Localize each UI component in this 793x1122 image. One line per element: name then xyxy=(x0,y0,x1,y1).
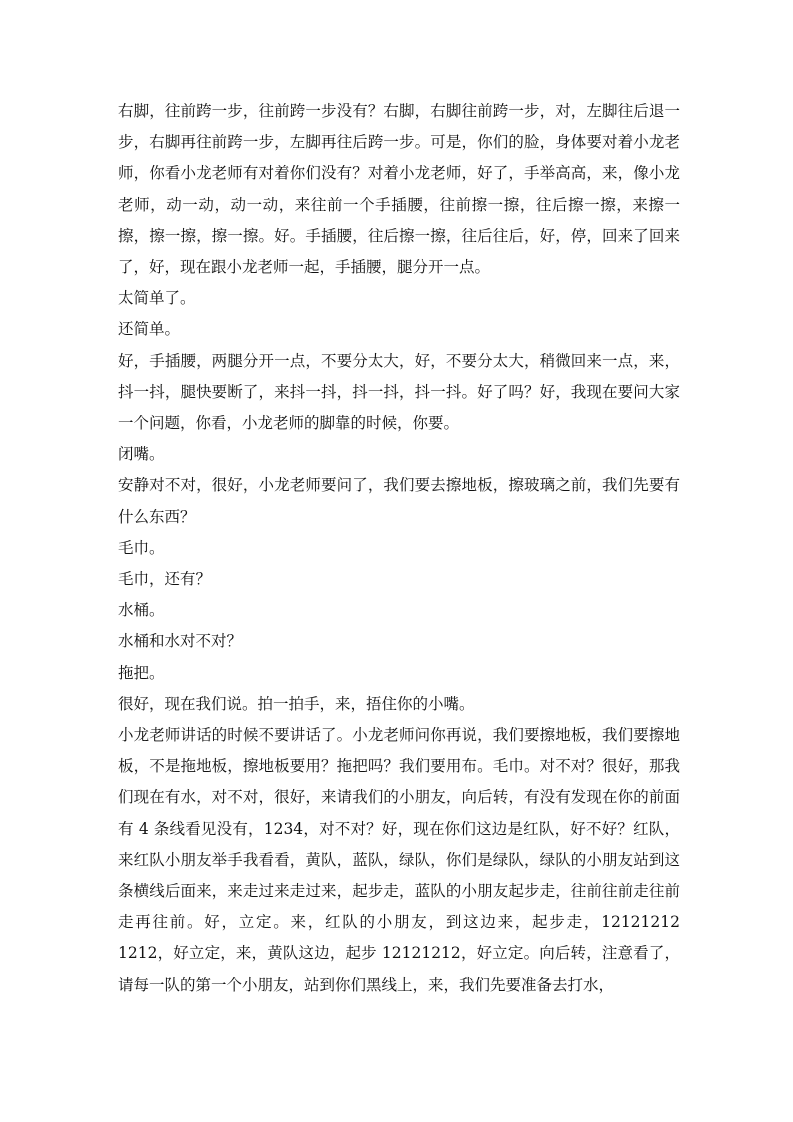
paragraph: 水桶。 xyxy=(118,601,165,620)
paragraph: 好，手插腰，两腿分开一点，不要分太大，好，不要分太大，稍微回来一点，来，抖一抖，腿快要断了，来抖一抖，抖一抖，抖一抖。好了吗？好，我现在要问大家一个问题，你看，小龙老师的脚靠的时候，你要。 xyxy=(118,351,680,433)
paragraph: 安静对不对，很好，小龙老师要问了，我们要去擦地板，擦玻璃之前，我们先要有什么东西？ xyxy=(118,476,680,526)
paragraph: 还简单。 xyxy=(118,320,181,339)
paragraph: 小龙老师讲话的时候不要讲话了。小龙老师问你再说，我们要擦地板，我们要擦地板，不是拖地板，擦地板要用？拖把吗？我们要用布。毛巾。对不对？很好，那我们现在有水，对不对，很好，来请我们的小朋友，向后转，有没有发现在你的前面有 4 条线看见没有，1234，对不对？好，现在你们这边是红队，好不好？红队，来红队小朋友举手我看看，黄队，蓝队，绿队，你们是绿队，绿队的小朋友站到这条横线后面来，来走过来走过来，起步走，蓝队的小朋友起步走，往前往前走往前走再往前。好，立定。来，红队的小朋友，到这边来，起步走，12121212 1212，好立定，来，黄队这边，起步 12121212，好立定。向后转，注意看了，请每一队的第一个小朋友，站到你们黑线上，来，我们先要准备去打水， xyxy=(118,726,680,994)
paragraph: 毛巾，还有？ xyxy=(118,570,212,589)
paragraph: 毛巾。 xyxy=(118,538,165,557)
paragraph: 右脚，往前跨一步，往前跨一步没有？右脚，右脚往前跨一步，对，左脚往后退一步，右脚再往前跨一步，左脚再往后跨一步。可是，你们的脸，身体要对着小龙老师，你看小龙老师有对着你们没有？对着小龙老师，好了，手举高高，来，像小龙老师，动一动，动一动，来往前一个手插腰，往前擦一擦，往后擦一擦，来擦一擦，擦一擦，擦一擦。好。手插腰，往后擦一擦，往后往后，好，停，回来了回来了，好，现在跟小龙老师一起，手插腰，腿分开一点。 xyxy=(118,102,680,277)
paragraph: 水桶和水对不对？ xyxy=(118,632,243,651)
paragraph: 拖把。 xyxy=(118,663,165,682)
paragraph: 很好，现在我们说。拍一拍手，来，捂住你的小嘴。 xyxy=(118,694,475,713)
paragraph: 太简单了。 xyxy=(118,289,196,308)
document-body xyxy=(118,96,680,1001)
paragraph: 闭嘴。 xyxy=(118,445,165,464)
